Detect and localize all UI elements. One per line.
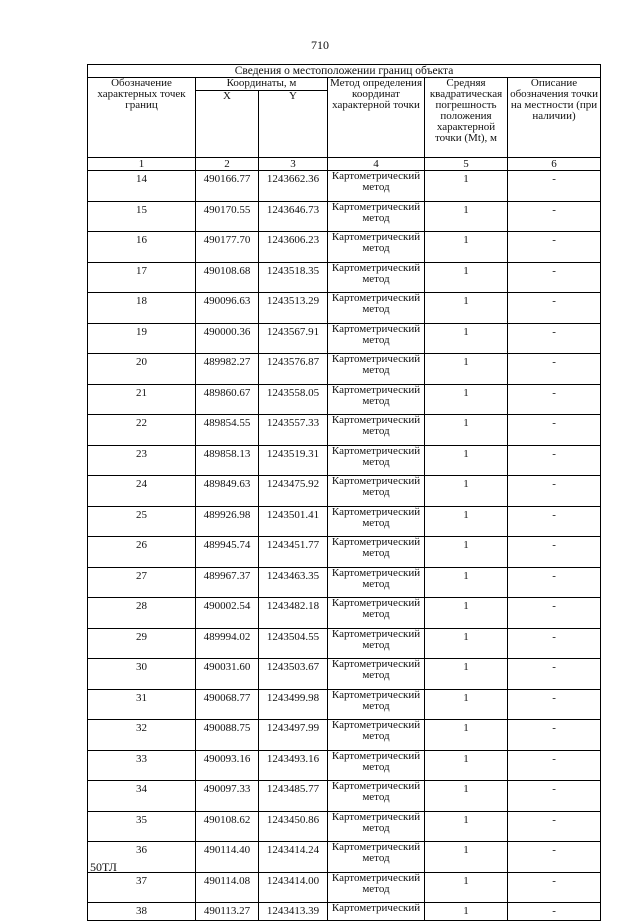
point-id: 30 [88, 659, 196, 690]
table-row [88, 659, 601, 690]
description-value: - [508, 689, 601, 720]
point-id: 36 [88, 842, 196, 873]
method-line: Картометрический [331, 262, 421, 274]
point-id: 33 [88, 750, 196, 781]
coord-x: 489967.37 [196, 567, 259, 598]
description-value: - [508, 232, 601, 263]
header-point: Обозначение характерных точек границ [88, 78, 196, 158]
column-number: 2 [196, 158, 259, 171]
coord-y: 1243451.77 [259, 537, 328, 568]
method-line: метод [362, 699, 390, 712]
method-line: Картометрический [331, 872, 421, 884]
accuracy-value: 1 [425, 811, 508, 842]
description-value: - [508, 323, 601, 354]
coord-x: 490002.54 [196, 598, 259, 629]
method-cell [328, 354, 425, 385]
method-line: Картометрический [331, 384, 421, 396]
coord-x: 489982.27 [196, 354, 259, 385]
description-value: - [508, 506, 601, 537]
table-row [88, 842, 601, 873]
point-id: 18 [88, 293, 196, 324]
method-line: метод [362, 242, 390, 254]
coord-x: 490096.63 [196, 293, 259, 324]
point-id: 35 [88, 811, 196, 842]
accuracy-value: 1 [425, 506, 508, 537]
method-line: Картометрический [331, 536, 421, 548]
point-id: 19 [88, 323, 196, 354]
accuracy-value: 1 [425, 537, 508, 568]
coord-x: 490068.77 [196, 689, 259, 720]
description-value: - [508, 445, 601, 476]
coord-y: 1243513.29 [259, 293, 328, 324]
table-row [88, 628, 601, 659]
coord-y: 1243475.92 [259, 476, 328, 507]
accuracy-value: 1 [425, 750, 508, 781]
method-cell [328, 476, 425, 507]
method-line: метод [362, 303, 390, 315]
method-line: Картометрический [331, 353, 421, 365]
method-line: метод [362, 577, 390, 590]
accuracy-value: 1 [425, 476, 508, 507]
method-line: метод [362, 516, 390, 529]
description-value: - [508, 720, 601, 751]
table-row [88, 537, 601, 568]
method-line: метод [362, 882, 390, 895]
point-id: 16 [88, 232, 196, 263]
header-coordinates: Координаты, м [196, 78, 328, 91]
method-line: Картометрический [331, 658, 421, 670]
coord-y: 1243482.18 [259, 598, 328, 629]
method-cell [328, 415, 425, 446]
description-value: - [508, 354, 601, 385]
method-cell [328, 171, 425, 202]
column-number: 6 [508, 158, 601, 171]
coord-x: 490088.75 [196, 720, 259, 751]
point-id: 24 [88, 476, 196, 507]
method-cell [328, 262, 425, 293]
point-id: 31 [88, 689, 196, 720]
method-cell [328, 781, 425, 812]
coord-x: 489854.55 [196, 415, 259, 446]
description-value: - [508, 781, 601, 812]
column-number: 5 [425, 158, 508, 171]
method-cell [328, 842, 425, 873]
coord-y: 1243504.55 [259, 628, 328, 659]
description-value: - [508, 201, 601, 232]
coord-y: 1243485.77 [259, 781, 328, 812]
table-row [88, 232, 601, 263]
method-line: метод [362, 364, 390, 376]
method-line: Картометрический [331, 201, 421, 213]
table-row [88, 415, 601, 446]
header-description: Описание обозначения точки на местности (при наличии) [508, 78, 601, 158]
method-cell [328, 567, 425, 598]
method-line: метод [362, 181, 390, 193]
table-row [88, 689, 601, 720]
description-value: - [508, 537, 601, 568]
method-line: метод [362, 638, 390, 651]
accuracy-value: 1 [425, 872, 508, 903]
method-line: Картометрический [331, 811, 421, 823]
description-value: - [508, 476, 601, 507]
method-line: метод [362, 821, 390, 834]
coord-y: 1243450.86 [259, 811, 328, 842]
point-id: 29 [88, 628, 196, 659]
point-id: 23 [88, 445, 196, 476]
method-line: метод [362, 730, 390, 742]
method-cell [328, 384, 425, 415]
page-number: 710 [311, 38, 329, 52]
method-line: Картометрический [331, 719, 421, 731]
method-line: метод [362, 272, 390, 285]
accuracy-value: 1 [425, 232, 508, 263]
coord-x: 489945.74 [196, 537, 259, 568]
method-line: Картометрический [331, 323, 421, 335]
point-id: 25 [88, 506, 196, 537]
method-line: Картометрический [331, 231, 421, 243]
point-id: 37 [88, 872, 196, 903]
point-id: 20 [88, 354, 196, 385]
accuracy-value: 1 [425, 415, 508, 446]
point-id: 38 [88, 903, 196, 921]
description-value: - [508, 293, 601, 324]
table-row [88, 384, 601, 415]
coord-x: 490000.36 [196, 323, 259, 354]
method-line: метод [362, 333, 390, 346]
point-id: 27 [88, 567, 196, 598]
method-line: Картометрический [331, 567, 421, 579]
method-cell [328, 537, 425, 568]
accuracy-value: 1 [425, 201, 508, 232]
coord-x: 490093.16 [196, 750, 259, 781]
accuracy-value: 1 [425, 598, 508, 629]
description-value: - [508, 567, 601, 598]
method-line: Картометрический [331, 628, 421, 640]
accuracy-value: 1 [425, 903, 508, 921]
coord-x: 490031.60 [196, 659, 259, 690]
coord-y: 1243557.33 [259, 415, 328, 446]
method-cell [328, 659, 425, 690]
description-value: - [508, 262, 601, 293]
table-caption: Сведения о местоположении границ объекта [88, 65, 601, 78]
method-cell [328, 811, 425, 842]
footer-code: 50ТЛ [90, 860, 117, 874]
table-row [88, 201, 601, 232]
table-row [88, 445, 601, 476]
point-id: 34 [88, 781, 196, 812]
coord-x: 489849.63 [196, 476, 259, 507]
method-cell [328, 598, 425, 629]
accuracy-value: 1 [425, 720, 508, 751]
method-line: метод [362, 852, 390, 864]
accuracy-value: 1 [425, 262, 508, 293]
table-row [88, 567, 601, 598]
method-line: Картометрический [331, 689, 421, 701]
column-number-row [88, 158, 601, 171]
table-row [88, 720, 601, 751]
method-line: метод [362, 608, 390, 620]
header-method: Метод определения координат характерной точки [328, 78, 425, 158]
table-row [88, 171, 601, 202]
method-line: Картометрический [331, 902, 421, 914]
method-line: Картометрический [331, 475, 421, 487]
description-value: - [508, 872, 601, 903]
description-value: - [508, 811, 601, 842]
method-line: Картометрический [331, 506, 421, 518]
coord-x: 490108.68 [196, 262, 259, 293]
coord-y: 1243501.41 [259, 506, 328, 537]
method-line: метод [362, 547, 390, 559]
method-line: метод [362, 211, 390, 224]
table-row [88, 323, 601, 354]
method-cell [328, 506, 425, 537]
table-row [88, 750, 601, 781]
accuracy-value: 1 [425, 171, 508, 202]
method-cell [328, 720, 425, 751]
description-value: - [508, 750, 601, 781]
coord-x: 490177.70 [196, 232, 259, 263]
coord-x: 490170.55 [196, 201, 259, 232]
method-cell [328, 323, 425, 354]
method-line: метод [362, 486, 390, 498]
description-value: - [508, 384, 601, 415]
point-id: 26 [88, 537, 196, 568]
accuracy-value: 1 [425, 842, 508, 873]
coord-x: 489926.98 [196, 506, 259, 537]
method-line: Картометрический [331, 780, 421, 792]
coord-x: 490113.27 [196, 903, 259, 921]
method-cell [328, 750, 425, 781]
method-cell [328, 872, 425, 903]
header-accuracy: Средняя квадратическая погрешность положения характерной точки (Mt), м [425, 78, 508, 158]
header-y: Y [259, 91, 328, 158]
accuracy-value: 1 [425, 659, 508, 690]
description-value: - [508, 628, 601, 659]
column-number: 3 [259, 158, 328, 171]
method-line: Картометрический [331, 292, 421, 304]
point-id: 32 [88, 720, 196, 751]
method-cell [328, 293, 425, 324]
coord-y: 1243463.35 [259, 567, 328, 598]
method-line: Картометрический [331, 597, 421, 609]
description-value: - [508, 171, 601, 202]
boundary-coordinates-table [87, 64, 601, 921]
method-line: Картометрический [331, 170, 421, 182]
coord-y: 1243413.39 [259, 903, 328, 921]
point-id: 21 [88, 384, 196, 415]
description-value: - [508, 415, 601, 446]
method-line: Картометрический [331, 750, 421, 762]
method-line: метод [362, 425, 390, 437]
table-row [88, 262, 601, 293]
coord-x: 490166.77 [196, 171, 259, 202]
coord-y: 1243503.67 [259, 659, 328, 690]
accuracy-value: 1 [425, 781, 508, 812]
coord-y: 1243567.91 [259, 323, 328, 354]
method-line: Картометрический [331, 414, 421, 426]
table-row [88, 811, 601, 842]
accuracy-value: 1 [425, 567, 508, 598]
coord-x: 490108.62 [196, 811, 259, 842]
coord-y: 1243606.23 [259, 232, 328, 263]
table-row [88, 598, 601, 629]
method-cell [328, 628, 425, 659]
coord-y: 1243414.24 [259, 842, 328, 873]
coord-y: 1243414.00 [259, 872, 328, 903]
table-row [88, 872, 601, 903]
coord-y: 1243518.35 [259, 262, 328, 293]
coord-y: 1243519.31 [259, 445, 328, 476]
method-line: метод [362, 455, 390, 468]
method-cell [328, 689, 425, 720]
accuracy-value: 1 [425, 354, 508, 385]
description-value: - [508, 842, 601, 873]
description-value: - [508, 903, 601, 921]
coord-x: 490114.08 [196, 872, 259, 903]
point-id: 17 [88, 262, 196, 293]
point-id: 22 [88, 415, 196, 446]
column-number: 4 [328, 158, 425, 171]
coord-y: 1243576.87 [259, 354, 328, 385]
coord-y: 1243646.73 [259, 201, 328, 232]
accuracy-value: 1 [425, 323, 508, 354]
column-number: 1 [88, 158, 196, 171]
coord-x: 489858.13 [196, 445, 259, 476]
method-line: Картометрический [331, 445, 421, 457]
point-id: 14 [88, 171, 196, 202]
method-cell [328, 232, 425, 263]
description-value: - [508, 598, 601, 629]
method-cell [328, 445, 425, 476]
coord-y: 1243558.05 [259, 384, 328, 415]
method-line: Картометрический [331, 841, 421, 853]
method-cell [328, 903, 425, 921]
header-x: X [196, 91, 259, 158]
description-value: - [508, 659, 601, 690]
coord-y: 1243497.99 [259, 720, 328, 751]
method-line: метод [362, 394, 390, 407]
coord-y: 1243662.36 [259, 171, 328, 202]
method-cell [328, 201, 425, 232]
table-row [88, 781, 601, 812]
point-id: 28 [88, 598, 196, 629]
accuracy-value: 1 [425, 628, 508, 659]
accuracy-value: 1 [425, 689, 508, 720]
accuracy-value: 1 [425, 293, 508, 324]
table-row [88, 506, 601, 537]
table-row [88, 476, 601, 507]
coord-x: 490114.40 [196, 842, 259, 873]
accuracy-value: 1 [425, 384, 508, 415]
coord-x: 489860.67 [196, 384, 259, 415]
coord-y: 1243493.16 [259, 750, 328, 781]
table-row [88, 354, 601, 385]
table-row [88, 293, 601, 324]
method-line: метод [362, 760, 390, 773]
coord-y: 1243499.98 [259, 689, 328, 720]
coord-x: 490097.33 [196, 781, 259, 812]
coord-x: 489994.02 [196, 628, 259, 659]
method-line: метод [362, 669, 390, 681]
accuracy-value: 1 [425, 445, 508, 476]
point-id: 15 [88, 201, 196, 232]
table-row [88, 903, 601, 921]
method-line: метод [362, 791, 390, 803]
